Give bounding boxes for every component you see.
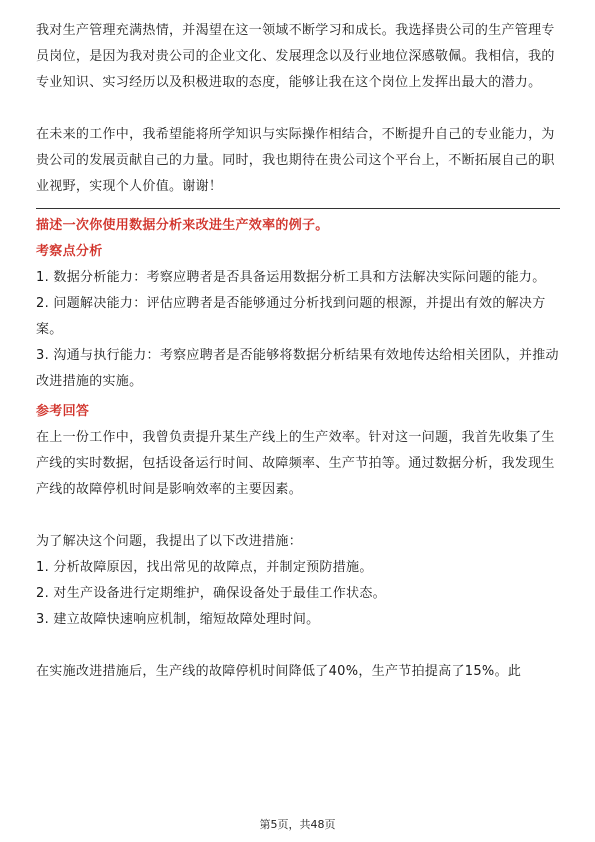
answer-step-2: 2. 对生产设备进行定期维护，确保设备处于最佳工作状态。 [36,586,386,601]
page-footer: 第5页，共48页 [259,818,336,831]
spacer [36,503,560,529]
intro-paragraph-1: 我对生产管理充满热情，并渴望在这一领域不断学习和成长。我选择贵公司的生产管理专员岗位，是因为我对贵公司的企业文化、发展理念以及行业地位深感敬佩。我相信，我的专业知识、实习经历以及积极进取的态度，能够让我在这个岗位上发挥出最大的潜力。 [36,23,555,90]
answer-step-3: 3. 建立故障快速响应机制，缩短故障处理时间。 [36,612,320,627]
answer-paragraph-1: 在上一份工作中，我曾负责提升某生产线上的生产效率。针对这一问题，我首先收集了生产线的实时数据，包括设备运行时间、故障频率、生产节拍等。通过数据分析，我发现生产线的故障停机时间是影响效率的主要因素。 [36,430,555,497]
answer-lead: 为了解决这个问题，我提出了以下改进措施： [36,534,303,549]
analysis-item-3: 3. 沟通与执行能力：考察应聘者是否能够将数据分析结果有效地传达给相关团队，并推动改进措施的实施。 [36,348,559,389]
spacer [36,633,560,659]
analysis-title: 考察点分析 [36,244,103,259]
answer-result: 在实施改进措施后，生产线的故障停机时间降低了40%，生产节拍提高了15%。此 [36,664,522,679]
answer-title: 参考回答 [36,404,90,419]
section-divider [36,208,560,209]
answer-step-1: 1. 分析故障原因，找出常见的故障点，并制定预防措施。 [36,560,373,575]
page-content [36,18,560,685]
analysis-item-2: 2. 问题解决能力：评估应聘者是否能够通过分析找到问题的根源，并提出有效的解决方案。 [36,296,546,337]
intro-paragraph-2: 在未来的工作中，我希望能将所学知识与实际操作相结合，不断提升自己的专业能力，为贵公司的发展贡献自己的力量。同时，我也期待在贵公司这个平台上，不断拓展自己的职业视野，实现个人价值。谢谢！ [36,127,555,194]
analysis-item-1: 1. 数据分析能力：考察应聘者是否具备运用数据分析工具和方法解决实际问题的能力。 [36,270,546,285]
question-heading: 描述一次你使用数据分析来改进生产效率的例子。 [36,218,329,233]
